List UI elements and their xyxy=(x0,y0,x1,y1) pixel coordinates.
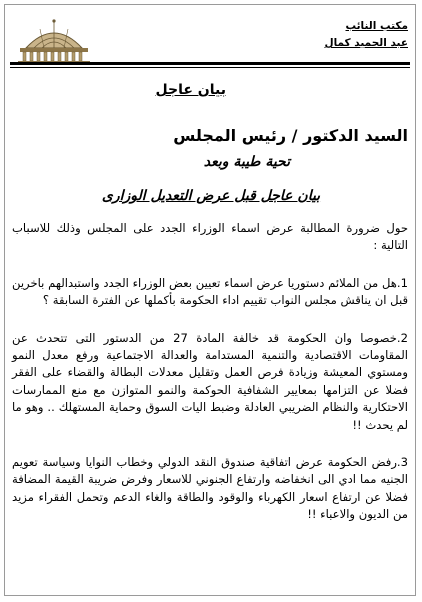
deputy-name: عبد الحميد كمال xyxy=(324,37,408,49)
list-item xyxy=(12,330,408,434)
header-divider-thin xyxy=(10,67,410,68)
statement-body xyxy=(12,220,408,524)
office-block xyxy=(324,18,408,52)
item-text: هل من الملائم دستوريا عرض اسماء تعيين بعض الوزراء الجدد واستبدالهم باخرين قبل ان يناقش مجلس النواب تقييم اداء الحكومة بأكملها عن الفترة السابقة ؟ xyxy=(12,275,408,308)
item-text: خصوصا وان الحكومة قد خالفة المادة 27 من الدستور التى تتحدث عن المقاومات الاقتصادية والتنمية المستدامة والعدالة الاجتماعية ورفع معدل النمو ومستوي المعيشة وزيادة فرص العمل وتقليل معدلات البطالة والقضاء على الفقر فضلا عن التزامها بمعايير الشفافية الحوكمة والنمو المتوازن مع منع الممارسات الاحتكارية والنظام الضريبي العادلة وضبط اليات السوق وحماية المستهلك .. وهو ما لم يحدث !! xyxy=(12,330,408,432)
office-title: مكتب النائب xyxy=(345,20,408,32)
item-number: 3. xyxy=(396,455,408,470)
list-item xyxy=(12,275,408,310)
header-divider-thick xyxy=(10,62,410,65)
parliament-dome-logo xyxy=(14,18,94,66)
addressee-line: السيد الدكتور / رئيس المجلس xyxy=(173,126,408,145)
item-number: 2. xyxy=(396,330,408,345)
item-number: 1. xyxy=(396,275,408,290)
statement-title: بيان عاجل xyxy=(155,82,226,98)
intro-paragraph: حول ضرورة المطالبة عرض اسماء الوزراء الجدد على المجلس وذلك للاسباب التالية : xyxy=(12,221,408,253)
letterhead xyxy=(0,8,422,68)
greeting-line: تحية طيبة وبعد xyxy=(203,154,290,170)
list-item xyxy=(12,454,408,524)
subject-line: بيان عاجل قبل عرض التعديل الوزارى xyxy=(101,188,321,204)
item-text: رفض الحكومة عرض اتفاقية صندوق النقد الدولي وخطاب النوايا وسياسة تعويم الجنيه مما ادي الى انخفاضه وارتفاع الجنوني للاسعار وفرض ضريبة القيمة المضافة فضلا عن ارتفاع اسعار الكهرباء والوقود والطاقة والغاء الدعم وتحمل الفقراء مزيد من الديون والاعباء !! xyxy=(12,455,408,522)
